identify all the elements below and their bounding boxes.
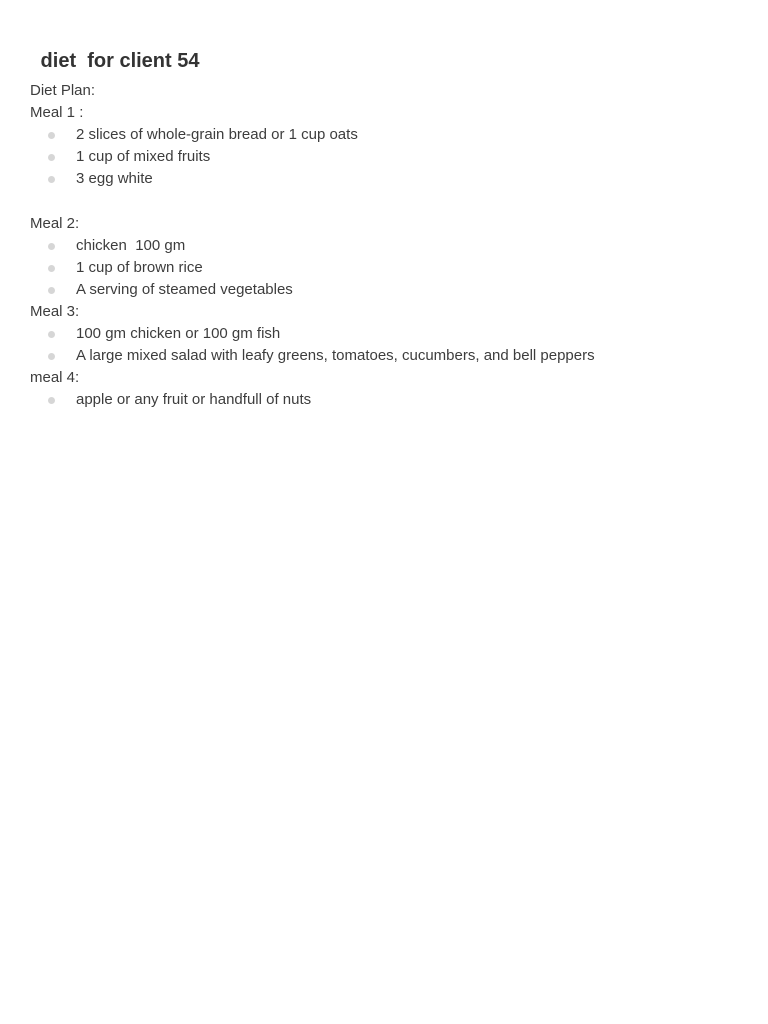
bullet-icon: [48, 243, 55, 250]
meal-section-3: [30, 301, 750, 367]
list-item-text: A serving of steamed vegetables: [76, 281, 293, 298]
meal-section-2: [30, 213, 750, 301]
list-item-text: 1 cup of brown rice: [76, 259, 203, 276]
list-item: [30, 235, 750, 257]
list-item-text: 100 gm chicken or 100 gm fish: [76, 325, 281, 342]
bullet-icon: [48, 397, 55, 404]
meal-heading: meal 4:: [30, 369, 80, 386]
list-item: [30, 323, 750, 345]
list-item: [30, 168, 750, 190]
bullet-icon: [48, 176, 55, 183]
meal-heading: Meal 3:: [30, 303, 80, 320]
list-item-text: chicken 100 gm: [76, 237, 186, 254]
document-title: diet for client 54: [35, 50, 200, 72]
bullet-icon: [48, 353, 55, 360]
list-item-text: 1 cup of mixed fruits: [76, 148, 211, 165]
bullet-icon: [48, 154, 55, 161]
bullet-icon: [48, 331, 55, 338]
document-body: [30, 48, 750, 411]
list-item: [30, 124, 750, 146]
meal-item-list: [30, 235, 750, 301]
meal-item-list: [30, 323, 750, 367]
bullet-icon: [48, 132, 55, 139]
bullet-icon: [48, 287, 55, 294]
meal-section-4: [30, 367, 750, 411]
list-item: [30, 389, 750, 411]
list-item: [30, 146, 750, 168]
meal-heading: Meal 2:: [30, 215, 80, 232]
list-item-text: A large mixed salad with leafy greens, tomatoes, cucumbers, and bell peppers: [76, 347, 595, 364]
meal-section-1: [30, 102, 750, 190]
list-item: [30, 257, 750, 279]
list-item-text: 3 egg white: [76, 170, 153, 187]
meal-item-list: [30, 124, 750, 190]
bullet-icon: [48, 265, 55, 272]
meal-heading: Meal 1 :: [30, 104, 84, 121]
list-item-text: 2 slices of whole-grain bread or 1 cup oats: [76, 126, 358, 143]
list-item-text: apple or any fruit or handfull of nuts: [76, 391, 312, 408]
meal-item-list: [30, 389, 750, 411]
list-item: [30, 279, 750, 301]
diet-plan-label: Diet Plan:: [30, 82, 96, 99]
list-item: [30, 345, 750, 367]
